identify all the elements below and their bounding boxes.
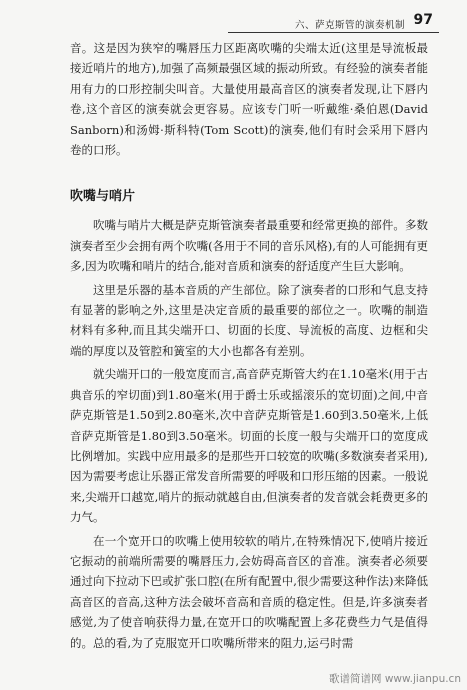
page-body: [70, 38, 428, 656]
chapter-title: 六、萨克斯管的演奏机制: [294, 20, 405, 31]
paragraph: 这里是乐器的基本音质的产生部位。除了演奏者的口形和气息支持有显著的影响之外,这里是决定音质的最重要的部位之一。吹嘴的制造材料有多种,而且其尖端开口、切面的长度、导流板的高度、边框和尖端的厚度以及管腔和簧室的大小也都各有差别。: [70, 282, 428, 358]
paragraph: 在一个宽开口的吹嘴上使用较软的哨片,在特殊情况下,使哨片接近它振动的前端所需要的嘴唇压力,会妨碍高音区的音准。演奏者必须要通过向下拉动下巴或扩张口腔(在所有配置中,很少需要这种作法)来降低高音区的音高,这种方法会破坏音高和音质的稳定性。但是,许多演奏者感觉,为了使音响获得力量,在宽开口的吹嘴配置上多花费些力气是值得的。总的看,为了克服宽开口吹嘴所带来的阻力,运弓时需: [70, 533, 428, 650]
watermark: [200, 671, 461, 686]
paragraph-continued: 音。这是因为狭窄的嘴唇压力区距离吹嘴的尖端太近(这里是导流板最接近哨片的地方),加强了高频最强区域的振动所致。有经验的演奏者能用有力的口形控制尖叫音。大量使用最高音区的演奏者发现,让下唇内卷,这个音区的演奏就会更容易。应该专门听一听戴维·桑伯恩(David Sanborn)和汤姆·斯科特(Tom Scott)的演奏,他们有时会采用下唇内卷的口形。: [70, 41, 428, 158]
watermark-site-name: 歌谱简谱网: [329, 673, 382, 685]
page-header: [0, 12, 467, 36]
paragraph: 就尖端开口的一般宽度而言,高音萨克斯管大约在1.10毫米(用于古典音乐的窄切面)到1.80毫米(用于爵士乐或摇滚乐的宽切面)之间,中音萨克斯管是1.50到2.80毫米,次中音萨克斯管是1.60到3.50毫米,上低音萨克斯管是1.80到3.50毫米。切面的长度一般与尖端开口的宽度成比例增加。实践中应用最多的是那些开口较宽的吹嘴(多数演奏者采用),因为需要考虑让乐器正常发音所需要的呼吸和口形压缩的因素。一般说来,尖端开口越宽,哨片的振动就越自由,但演奏者的发音就会耗费更多的力气。: [70, 367, 428, 525]
watermark-url: www.jianpu.cn: [384, 673, 461, 685]
paragraph: 吹嘴与哨片大概是萨克斯管演奏者最重要和经常更换的部件。多数演奏者至少会拥有两个吹嘴(各用于不同的音乐风格),有的人可能拥有更多,因为吹嘴和哨片的结合,能对音质和演奏的舒适度产生巨大影响。: [70, 218, 428, 274]
page-number: 97: [413, 12, 433, 28]
header-rule: [228, 32, 439, 33]
section-heading: 吹嘴与哨片: [70, 189, 136, 205]
